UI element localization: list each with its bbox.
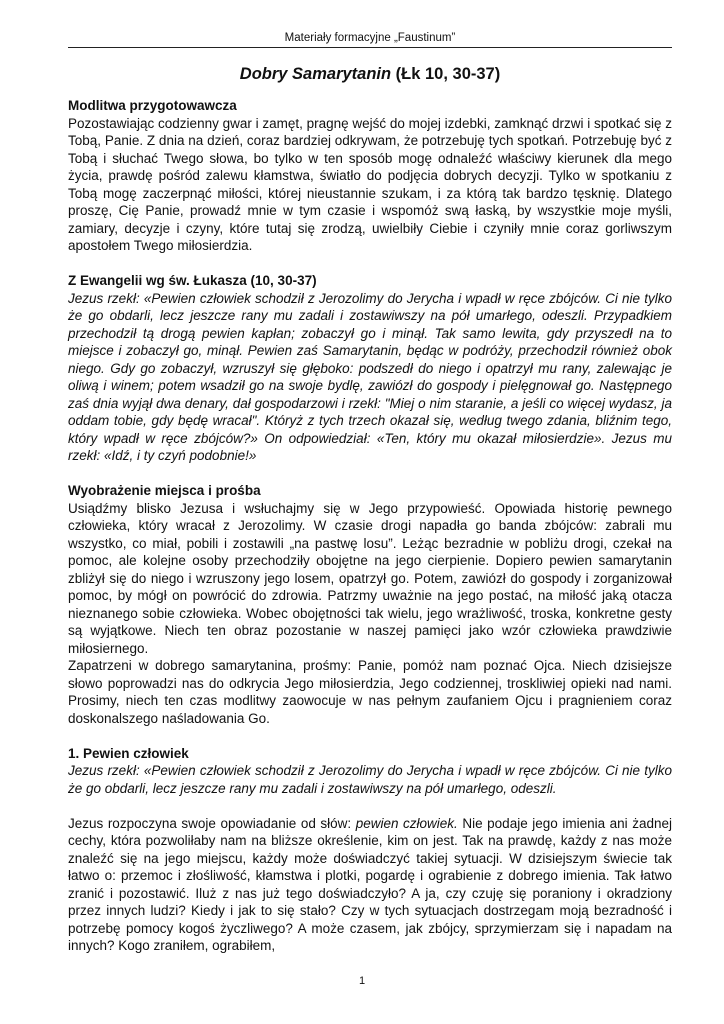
scripture-quote: Jezus rzekł: «Pewien człowiek schodził z Jerozolimy do Jerycha i wpadł w ręce zbójców. Ci nie tylko że go obdarli, lecz jeszcze rany mu zadali i zostawiwszy na pół umarłego, odeszli. <box>68 763 672 796</box>
gospel-text: Jezus rzekł: «Pewien człowiek schodził z Jerozolimy do Jerycha i wpadł w ręce zbójców. Ci nie tylko że go obdarli, lecz jeszcze rany mu zadali i zostawiwszy na pół umarłego, odeszli. Przypadkiem przechodził tą drogą pewien kapłan; zobaczył go i minął. Tak samo lewita, gdy przyszedł na to miejsce i zobaczył go, minął. Pewien zaś Samarytanin, będąc w podróży, przechodził również obok niego. Gdy go zobaczył, wzruszył się głęboko: podszedł do niego i opatrzył mu rany, zalewając je oliwą i winem; potem wsadził go na swoje bydlę, zawiózł do gospody i pielęgnował go. Następnego zaś dnia wyjął dwa denary, dał gospodarzowi i rzekł: "Miej o nim staranie, a jeśli co więcej wydasz, ja oddam tobie, gdy będę wracał". Któryż z tych trzech okazał się, według twego zdania, bliźnim tego, który wpadł w ręce zbójców?» On odpowiedział: «Ten, który mu okazał miłosierdzie». Jezus mu rzekł: «Idź, i ty czyń podobnie!» <box>68 290 672 463</box>
section-heading: 1. Pewien człowiek <box>68 745 189 761</box>
section-heading: Modlitwa przygotowawcza <box>68 98 237 113</box>
paragraph: Pozostawiając codzienny gwar i zamęt, pragnę wejść do mojej izdebki, zamknąć drzwi i spotkać się z Tobą, Panie. Z dnia na dzień, coraz bardziej odkrywam, że potrzebuję tych spotkań. Potrzebuję być z Tobą i słuchać Twego słowa, bo tylko w ten sposób mogę odnaleźć właściwy kierunek dla mego życia, prawdę pośród zalewu kłamstwa, światło do podjęcia dobrych decyzji. Tylko w spotkaniu z Tobą mogę zaczerpnąć miłości, której nieustannie szukam, i za którą tak bardzo tęsknię. Dlatego proszę, Cię Panie, prowadź mnie w tym czasie i wspomóż swą łaską, by wszystkie moje myśli, zamiary, decyzje i czyny, które tutaj się zrodzą, uwielbiły Ciebie i czyniły mnie coraz gorliwszym apostołem Twego miłosierdzia. <box>68 115 673 253</box>
page-header: Materiały formacyjne „Faustinum” <box>68 32 672 48</box>
section-point-1 <box>68 745 672 798</box>
paragraph: Usiądźmy blisko Jezusa i wsłuchajmy się w Jego przypowieść. Opowiada historię pewnego człowieka, który wracał z Jerozolimy. W czasie drogi napadła go banda zbójców: zabrali mu wszystko, co miał, pobili i zostawili „na pastwę losu”. Leżąc bezradnie w pobliżu drogi, czekał na pomoc, ale kolejne osoby przechodziły obojętne na jego cierpienie. Dopiero pewien samarytanin zbliżył się do niego i wzruszony jego losem, opatrzył go. Potem, zawiózł do gospody i zorganizował pomoc, by mógł on powrócić do zdrowia. Patrzmy uważnie na jego postać, na miłość jaką otacza nieznanego sobie człowieka. Wobec obojętności tak wielu, jego wrażliwość, troska, konkretne gesty są wyjątkowe. Niech ten obraz pozostanie w naszej pamięci jako wzór człowieka prawdziwie miłosiernego. <box>68 500 672 656</box>
section-gospel <box>68 272 672 465</box>
title-main: Dobry Samarytanin <box>239 65 392 83</box>
section-heading: Wyobrażenie miejsca i prośba <box>68 483 261 498</box>
section-heading: Z Ewangelii wg św. Łukasza (10, 30-37) <box>68 273 317 288</box>
paragraph <box>68 815 672 955</box>
text-run: Nie podaje jego imienia ani żadnej cechy, która pozwoliłaby nam na bliższe określenie, kim on jest. Tak na prawdę, każdy z nas może znaleźć się na jego miejscu, każdy może doświadczyć takiej sytuacji. W dzisiejszym świecie tak łatwo o: przemoc i złośliwość, kłamstwa i plotki, pogardę i ograbienie z dobrego imienia. Tak łatwo zranić i pozostawić. Iluż z nas już tego doświadczyło? A ja, czy czuję się poraniony i okradziony przez innych ludzi? Kiedy i jak to się stało? Czy w tych sytuacjach dostrzegam moją bezradność i potrzebę pomocy kogoś życzliwego? A może czasem, jak zbójcy, sprzymierzam się i napadam na innych? Kogo zraniłem, ograbiłem, <box>68 815 672 953</box>
paragraph: Zapatrzeni w dobrego samarytanina, prośmy: Panie, pomóż nam poznać Ojca. Niech dzisiejsze słowo poprowadzi nas do odkrycia Jego miłosierdzia, Jego codziennej, troskliwiej opieki nad nami. Prosimy, niech ten czas modlitwy zaowocuje w nas pełnym zaufaniem Ojcu i pragnieniem coraz doskonalszego naśladowania Go. <box>68 658 672 726</box>
emphasis: pewien człowiek. <box>355 815 458 831</box>
section-imagination <box>68 482 672 727</box>
page-number: 1 <box>358 975 366 987</box>
text-run: Jezus rozpoczyna swoje opowiadanie od słów: <box>68 815 356 831</box>
title-reference: (Łk 10, 30-37) <box>391 65 501 83</box>
document-body <box>68 64 672 955</box>
section-prayer <box>68 97 672 255</box>
document-title <box>68 64 672 84</box>
